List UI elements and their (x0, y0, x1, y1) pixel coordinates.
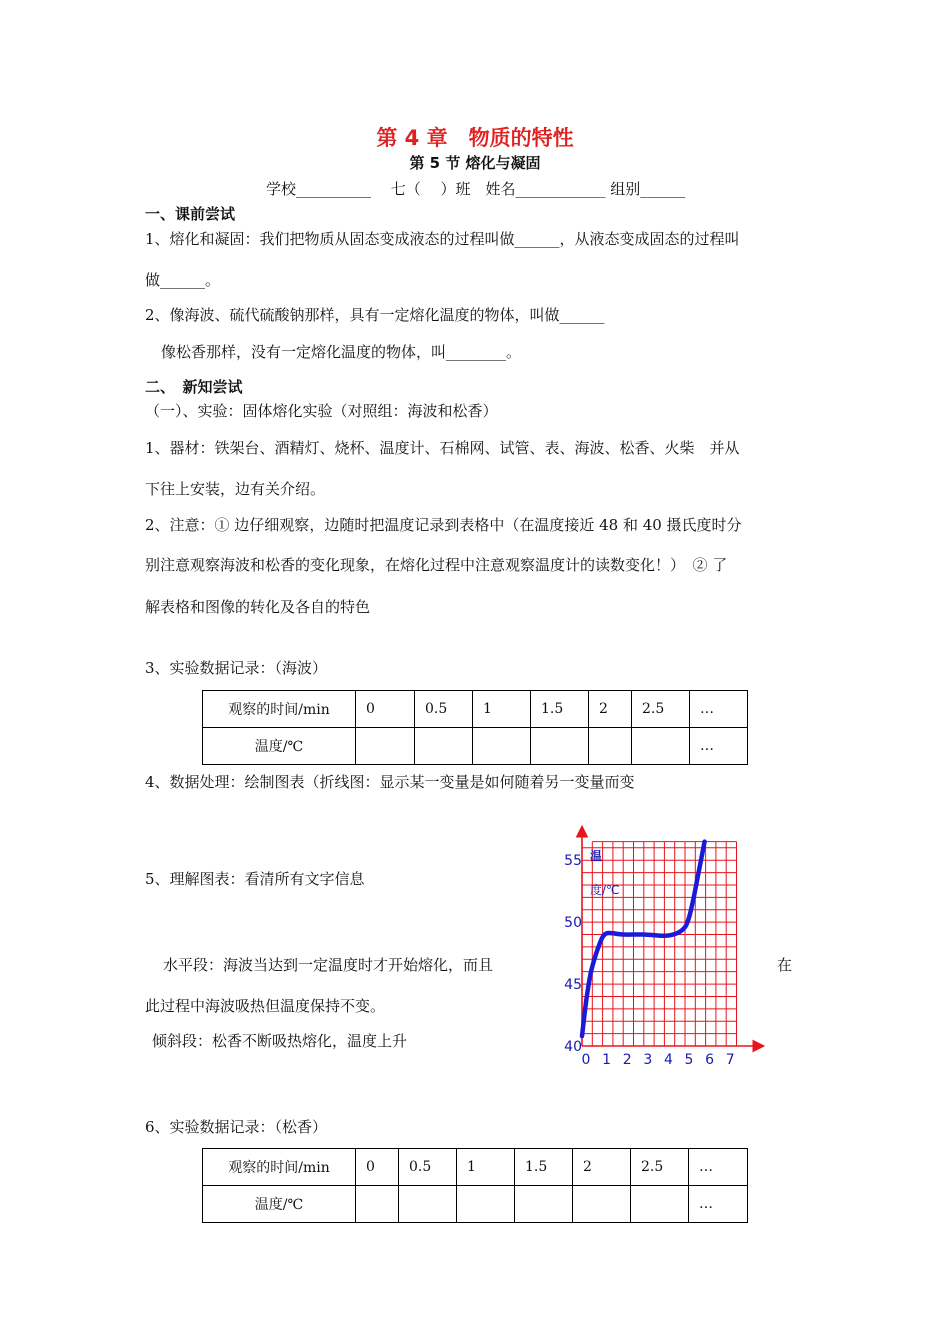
y-tick-label: 40 (564, 1039, 582, 1055)
section2-heading: 二、 新知尝试 (145, 378, 243, 396)
table-row (203, 691, 748, 728)
table-cell (589, 728, 632, 765)
x-tick-label: 4 (663, 1052, 673, 1068)
hypo-data-table (202, 690, 748, 765)
table-cell: … (689, 1186, 748, 1223)
table-cell (631, 1186, 689, 1223)
table-cell (399, 1186, 457, 1223)
rosin-data-table (202, 1148, 748, 1223)
table-cell: 1 (457, 1149, 515, 1186)
temp-header: 温度/℃ (203, 1186, 356, 1223)
record-heading-rosin: 6、实验数据记录：（松香） (145, 1118, 328, 1136)
experiment-title: （一）、实验：固体熔化实验（对照组：海波和松香） (145, 402, 498, 420)
notes-line1: 2、注意：① 边仔细观察，边随时把温度记录到表格中（在温度接近 48 和 40 摄氏度时分 (145, 516, 742, 534)
section-subtitle: 第 5 节 熔化与凝固 (409, 154, 541, 172)
flat-segment-line1-end: 在 (777, 956, 793, 974)
table-row (203, 1149, 748, 1186)
flat-segment-line1: 水平段：海波当达到一定温度时才开始熔化，而且 (163, 956, 494, 974)
data-processing-line: 4、数据处理：绘制图表（折线图：显示某一变量是如何随着另一变量而变 (145, 773, 635, 791)
chapter-title: 第 4 章 物质的特性 (376, 126, 574, 150)
y-tick-label: 45 (564, 977, 582, 994)
table-row (203, 1186, 748, 1223)
table-cell (457, 1186, 515, 1223)
x-tick-label: 6 (705, 1052, 715, 1068)
table-cell: 0 (356, 1149, 399, 1186)
table-cell: 1.5 (515, 1149, 573, 1186)
q2-line1: 2、像海波、硫代硫酸钠那样，具有一定熔化温度的物体，叫做______ (145, 306, 605, 324)
table-cell: 0 (356, 691, 415, 728)
table-cell: … (690, 728, 748, 765)
x-tick-label: 7 (725, 1052, 735, 1068)
q1-line1: 1、熔化和凝固：我们把物质从固态变成液态的过程叫做______，从液态变成固态的过程叫 (145, 230, 740, 248)
temperature-curve (582, 842, 705, 1036)
y-axis-label-line2: 度/℃ (590, 883, 620, 897)
melting-curve-chart (560, 824, 770, 1080)
slope-segment-line: 倾斜段：松香不断吸热熔化，温度上升 (152, 1032, 408, 1050)
table-cell: 2.5 (631, 1149, 689, 1186)
table-cell: … (689, 1149, 748, 1186)
record-heading-hypo: 3、实验数据记录：（海波） (145, 659, 328, 677)
y-axis-label-line1: 温 (590, 849, 603, 863)
x-tick-label: 1 (602, 1052, 612, 1068)
student-info-line: 学校__________ 七（ ）班 姓名____________ 组别______ (266, 180, 686, 198)
equipment-line1: 1、器材：铁架台、酒精灯、烧杯、温度计、石棉网、试管、表、海波、松香、火柴 并从 (145, 439, 740, 457)
time-header: 观察的时间/min (203, 1149, 356, 1186)
x-tick-label: 3 (643, 1052, 653, 1068)
notes-line2: 别注意观察海波和松香的变化现象，在熔化过程中注意观察温度计的读数变化！） ② 了 (145, 556, 728, 574)
table-cell (473, 728, 531, 765)
q2-line2: 像松香那样，没有一定熔化温度的物体，叫________。 (161, 343, 522, 361)
chart-series (582, 842, 705, 1036)
temp-header: 温度/℃ (203, 728, 356, 765)
flat-segment-line2: 此过程中海波吸热但温度保持不变。 (145, 997, 386, 1015)
x-tick-label: 2 (622, 1052, 632, 1068)
table-cell (632, 728, 690, 765)
equipment-line2: 下往上安装，边有关介绍。 (145, 480, 326, 498)
table-cell: 2 (573, 1149, 631, 1186)
table-cell: 1.5 (531, 691, 589, 728)
chart-grid (582, 842, 737, 1046)
q1-line2: 做______。 (145, 271, 221, 289)
understand-chart-line: 5、理解图表：看清所有文字信息 (145, 870, 365, 888)
table-cell: 2.5 (632, 691, 690, 728)
table-cell (415, 728, 473, 765)
table-cell: 1 (473, 691, 531, 728)
table-cell: 0.5 (415, 691, 473, 728)
table-cell: 0.5 (399, 1149, 457, 1186)
x-tick-label: 0 (581, 1052, 591, 1068)
time-header: 观察的时间/min (203, 691, 356, 728)
y-tick-label: 55 (564, 853, 582, 870)
table-cell: 2 (589, 691, 632, 728)
table-row (203, 728, 748, 765)
table-cell: … (690, 691, 748, 728)
y-tick-label: 50 (564, 915, 582, 932)
table-cell (531, 728, 589, 765)
table-cell (573, 1186, 631, 1223)
notes-line3: 解表格和图像的转化及各自的特色 (145, 598, 371, 616)
table-cell (356, 728, 415, 765)
table-cell (515, 1186, 573, 1223)
section1-heading: 一、课前尝试 (145, 205, 236, 223)
table-cell (356, 1186, 399, 1223)
x-tick-label: 5 (684, 1052, 694, 1068)
